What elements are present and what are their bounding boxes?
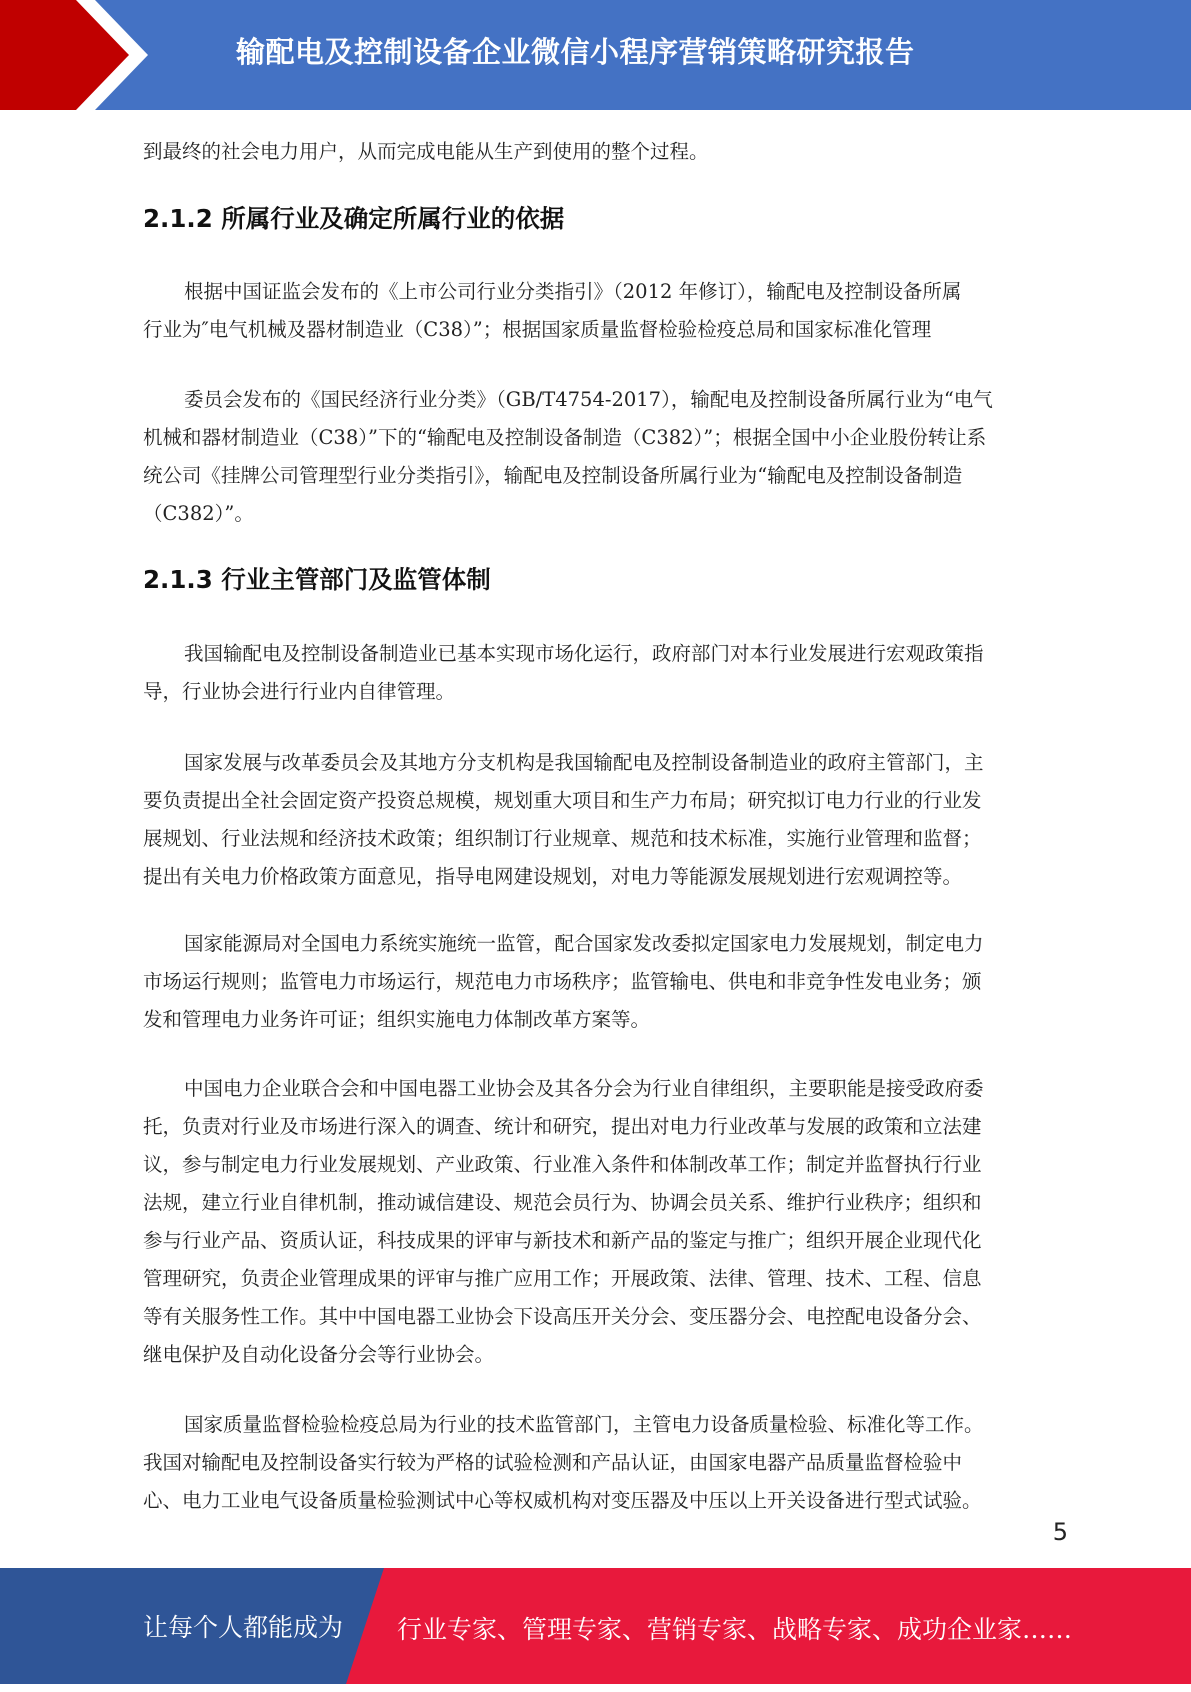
- text-line: （C382）”。: [143, 502, 254, 525]
- text-line: 法规，建立行业自律机制，推动诚信建设、规范会员行为、协调会员关系、维护行业秩序；组织和: [143, 1191, 982, 1214]
- paragraph-industry-associations: [143, 1070, 1048, 1374]
- text-line: 继电保护及自动化设备分会等行业协会。: [143, 1343, 495, 1366]
- page-number: 5: [1052, 1518, 1068, 1546]
- text-line: 要负责提出全社会固定资产投资总规模，规划重大项目和生产力布局；研究拟订电力行业的行业发: [143, 789, 982, 812]
- text-line: 机械和器材制造业（C38）”下的“输配电及控制设备制造（C382）”；根据全国中小企业股份转让系: [143, 426, 987, 449]
- footer-slogan-right: 行业专家、管理专家、营销专家、战略专家、成功企业家……: [397, 1615, 1073, 1644]
- text-line: 发和管理电力业务许可证；组织实施电力体制改革方案等。: [143, 1008, 651, 1031]
- text-line: 管理研究，负责企业管理成果的评审与推广应用工作；开展政策、法律、管理、技术、工程、信息: [143, 1267, 982, 1290]
- text-line: 根据中国证监会发布的《上市公司行业分类指引》（2012 年修订），输配电及控制设备所属: [184, 280, 962, 303]
- text-line: 展规划、行业法规和经济技术政策；组织制订行业规章、规范和技术标准，实施行业管理和监督；: [143, 827, 982, 850]
- paragraph-market-operation: [143, 635, 1048, 711]
- text-line: 国家质量监督检验检疫总局为行业的技术监管部门，主管电力设备质量检验、标准化等工作。: [184, 1413, 984, 1436]
- text-line: 参与行业产品、资质认证，科技成果的评审与新技术和新产品的鉴定与推广；组织开展企业现代化: [143, 1229, 982, 1252]
- paragraph-continuation: [143, 133, 1048, 171]
- text-line: 行业为″电气机械及器材制造业（C38）”；根据国家质量监督检验检疫总局和国家标准化管理: [143, 318, 932, 341]
- text-line: 到最终的社会电力用户，从而完成电能从生产到使用的整个过程。: [143, 140, 709, 163]
- footer-slogan-left: 让每个人都能成为: [143, 1613, 344, 1642]
- paragraph-energy-administration: [143, 925, 1048, 1039]
- page-footer: [0, 1568, 1191, 1684]
- paragraph-quality-supervision: [143, 1406, 1048, 1520]
- text-line: 提出有关电力价格政策方面意见，指导电网建设规划，对电力等能源发展规划进行宏观调控等。: [143, 865, 963, 888]
- text-line: 议，参与制定电力行业发展规划、产业政策、行业准入条件和体制改革工作；制定并监督执行行业: [143, 1153, 982, 1176]
- paragraph-national-classification: [143, 381, 1048, 533]
- text-line: 我国输配电及控制设备制造业已基本实现市场化运行，政府部门对本行业发展进行宏观政策指: [184, 642, 984, 665]
- page-header: [0, 0, 1191, 110]
- paragraph-ndrc: [143, 744, 1048, 896]
- text-line: 托，负责对行业及市场进行深入的调查、统计和研究，提出对电力行业改革与发展的政策和立法建: [143, 1115, 982, 1138]
- text-line: 国家能源局对全国电力系统实施统一监管，配合国家发改委拟定国家电力发展规划，制定电力: [184, 932, 984, 955]
- text-line: 我国对输配电及控制设备实行较为严格的试验检测和产品认证，由国家电器产品质量监督检验中: [143, 1451, 963, 1474]
- text-line: 市场运行规则；监管电力市场运行，规范电力市场秩序；监管输电、供电和非竞争性发电业务；颁: [143, 970, 982, 993]
- paragraph-industry-classification: [143, 273, 1048, 349]
- section-heading-2-1-2: 2.1.2 所属行业及确定所属行业的依据: [143, 204, 565, 233]
- text-line: 委员会发布的《国民经济行业分类》（GB/T4754-2017），输配电及控制设备所属行业为“电气: [184, 388, 993, 411]
- text-line: 导，行业协会进行行业内自律管理。: [143, 680, 456, 703]
- text-line: 等有关服务性工作。其中中国电器工业协会下设高压开关分会、变压器分会、电控配电设备分会、: [143, 1305, 982, 1328]
- header-chevron-decoration: [0, 0, 160, 110]
- text-line: 统公司《挂牌公司管理型行业分类指引》，输配电及控制设备所属行业为“输配电及控制设备制造: [143, 464, 963, 487]
- section-heading-2-1-3: 2.1.3 行业主管部门及监管体制: [143, 565, 491, 594]
- text-line: 中国电力企业联合会和中国电器工业协会及其各分会为行业自律组织，主要职能是接受政府委: [184, 1077, 984, 1100]
- text-line: 心、电力工业电气设备质量检验测试中心等权威机构对变压器及中压以上开关设备进行型式试验。: [143, 1489, 982, 1512]
- report-title: 输配电及控制设备企业微信小程序营销策略研究报告: [236, 35, 915, 69]
- text-line: 国家发展与改革委员会及其地方分支机构是我国输配电及控制设备制造业的政府主管部门，主: [184, 751, 984, 774]
